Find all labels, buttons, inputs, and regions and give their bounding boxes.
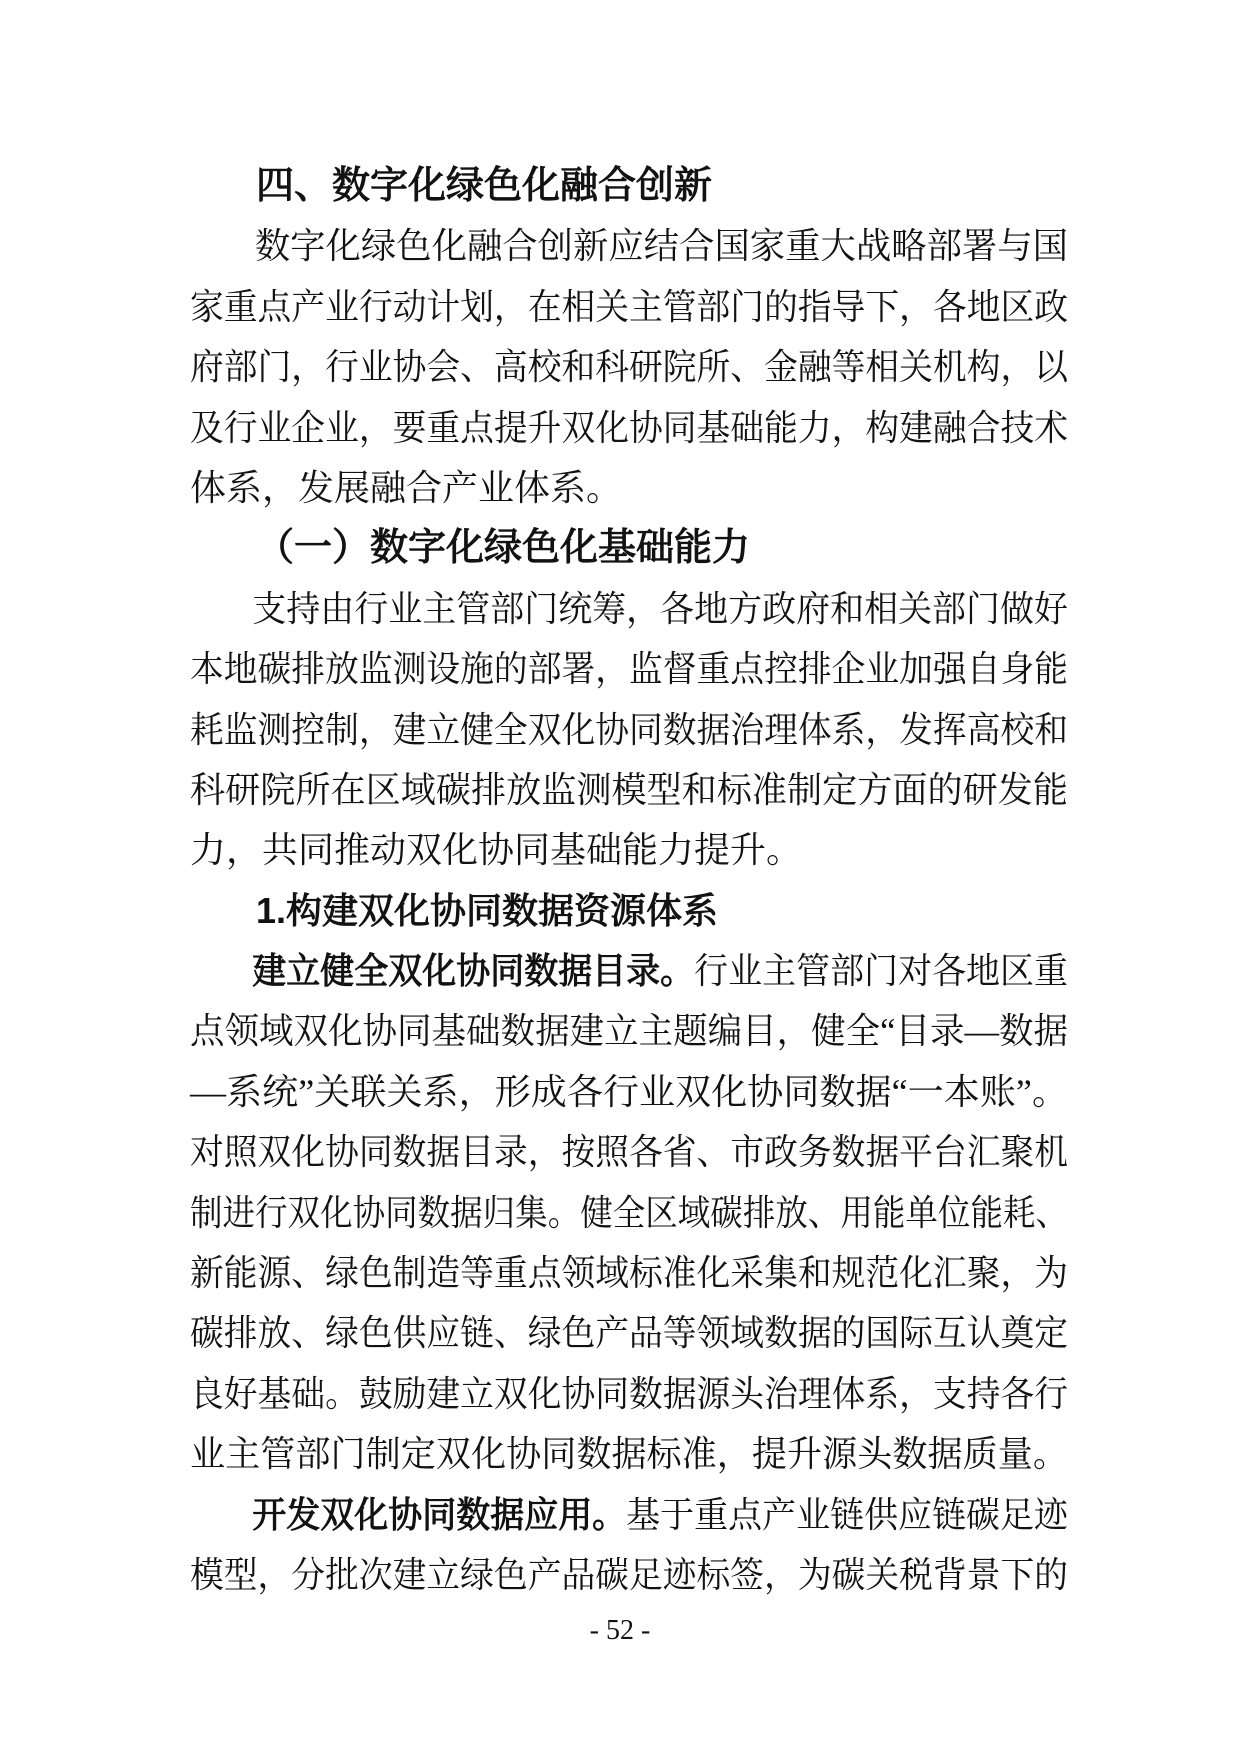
bold-lead: 开发双化协同数据应用。 [252, 1493, 627, 1535]
text-line: —系统”关联关系，形成各行业双化协同数据“一本账”。 [190, 1071, 1068, 1112]
text-line: 及行业企业，要重点提升双化协同基础能力，构建融合技术 [190, 407, 1069, 448]
text-line: 科研院所在区域碳排放监测模型和标准制定方面的研发能 [190, 769, 1069, 810]
text-line [190, 1485, 1069, 1545]
text-line: 府部门，行业协会、高校和科研院所、金融等相关机构，以 [190, 347, 1069, 388]
line-text: 行业主管部门对各地区重 [694, 951, 1069, 992]
text-line: 点领域双化协同基础数据建立主题编目，健全“目录—数据 [190, 1011, 1068, 1052]
text-line: 新能源、绿色制造等重点领域标准化采集和规范化汇聚，为 [190, 1253, 1069, 1294]
text-line: 耗监测控制，建立健全双化协同数据治理体系，发挥高校和 [190, 709, 1069, 750]
page-footer [0, 1610, 1240, 1652]
text-line: 体系，发展融合产业体系。 [190, 467, 623, 508]
line-text: 基于重点产业链供应链碳足迹 [626, 1494, 1069, 1535]
text-line: 业主管部门制定双化协同数据标准，提升源头数据质量。 [190, 1434, 1069, 1475]
page-number: - 52 - [589, 1615, 651, 1646]
text-line: 数字化绿色化融合创新应结合国家重大战略部署与国 [254, 226, 1069, 267]
text-line: 良好基础。鼓励建立双化协同数据源头治理体系，支持各行 [190, 1373, 1069, 1414]
text-line: 制进行双化协同数据归集。健全区域碳排放、用能单位能耗、 [190, 1192, 1069, 1233]
text-line: 对照双化协同数据目录，按照各省、市政务数据平台汇聚机 [190, 1132, 1069, 1173]
text-line: 碳排放、绿色供应链、绿色产品等领域数据的国际互认奠定 [190, 1313, 1069, 1354]
section-heading: 四、数字化绿色化融合创新 [256, 165, 713, 207]
bold-lead: 建立健全双化协同数据目录。 [252, 950, 695, 992]
text-line: 本地碳排放监测设施的部署，监督重点控排企业加强自身能 [190, 649, 1069, 690]
document-body [190, 156, 1068, 1605]
text-line: 模型，分批次建立绿色产品碳足迹标签，为碳关税背景下的 [190, 1554, 1069, 1595]
numbered-heading: 1.构建双化协同数据资源体系 [256, 889, 719, 931]
text-line: 力，共同推动双化协同基础能力提升。 [190, 830, 803, 871]
text-line [190, 941, 1069, 1001]
sub-heading: （一）数字化绿色化基础能力 [256, 527, 751, 570]
text-line: 家重点产业行动计划，在相关主管部门的指导下，各地区政 [190, 286, 1069, 327]
text-line: 支持由行业主管部门统筹，各地方政府和相关部门做好 [252, 588, 1069, 629]
